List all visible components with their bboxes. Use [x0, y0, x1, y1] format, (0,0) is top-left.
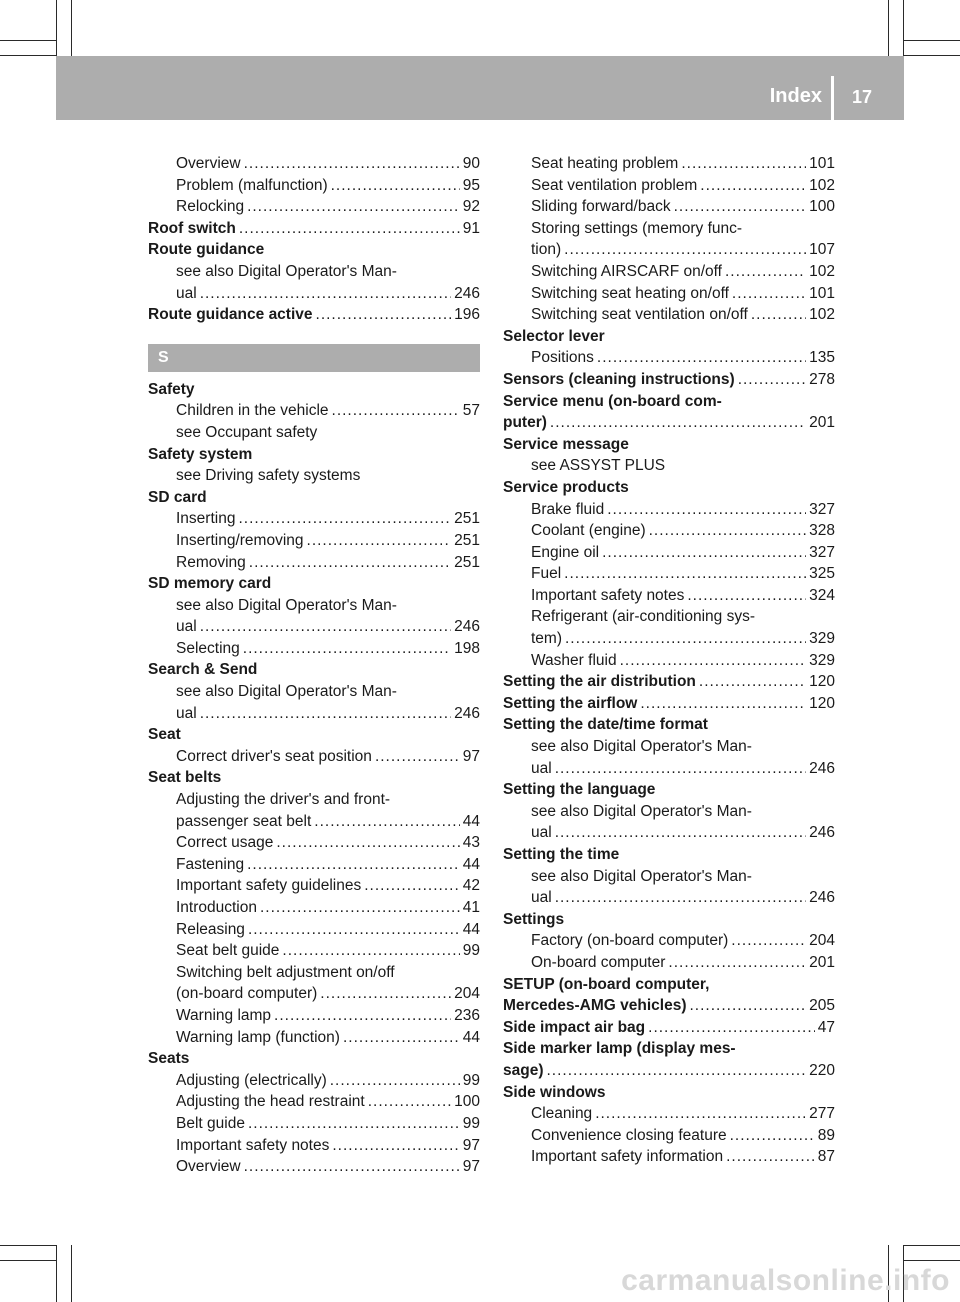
page-reference: 92 [462, 198, 480, 216]
index-subentry [503, 758, 835, 780]
index-subentry-text: Refrigerant (air-conditioning sys- [531, 608, 755, 626]
entry-label: Inserting/removing [176, 531, 304, 549]
index-subentry-text: see ASSYST PLUS [531, 457, 666, 475]
index-heading: SETUP (on-board computer, [503, 975, 710, 993]
page-reference: 99 [462, 1071, 480, 1089]
index-heading: Service menu (on-board com- [503, 392, 722, 410]
page-reference: 329 [809, 651, 835, 669]
index-subentry [148, 530, 480, 552]
index-entry [503, 693, 835, 715]
page-reference: 196 [454, 306, 480, 324]
index-heading: SD card [148, 488, 207, 506]
leader-dots [738, 369, 806, 391]
index-list-s [148, 379, 480, 1178]
page-reference: 204 [809, 932, 835, 950]
index-entry [503, 412, 835, 434]
leader-dots [375, 746, 460, 768]
entry-label: Engine oil [531, 543, 600, 561]
index-subentry [148, 400, 480, 422]
page-reference: 42 [462, 877, 480, 895]
page-reference: 201 [809, 953, 835, 971]
entry-label: Switching seat ventilation on/off [531, 306, 748, 324]
leader-dots [238, 508, 451, 530]
page-reference: 107 [809, 241, 835, 259]
index-subentry [503, 822, 835, 844]
entry-label: Relocking [176, 198, 245, 216]
page-reference: 246 [809, 759, 835, 777]
entry-label: Correct usage [176, 834, 274, 852]
leader-dots [249, 552, 451, 574]
page-reference: 324 [809, 586, 835, 604]
index-subentry-text: see also Digital Operator's Man- [176, 683, 397, 701]
index-subentry [148, 616, 480, 638]
leader-dots [282, 940, 459, 962]
leader-dots [620, 650, 807, 672]
entry-label: sage) [503, 1061, 544, 1079]
entry-label: Removing [176, 553, 246, 571]
leader-dots [243, 638, 451, 660]
leader-dots [674, 196, 807, 218]
index-heading: Service message [503, 435, 629, 453]
index-subentry [148, 1135, 480, 1157]
index-subentry [148, 832, 480, 854]
index-entry [503, 1017, 835, 1039]
index-heading: Setting the time [503, 846, 620, 863]
entry-label: ual [531, 759, 552, 777]
page-reference: 246 [809, 889, 835, 907]
index-subentry [148, 1156, 480, 1178]
index-subentry [148, 983, 480, 1005]
leader-dots [726, 1146, 815, 1168]
leader-dots [725, 261, 806, 283]
leader-dots [248, 1113, 460, 1135]
leader-dots [331, 175, 460, 197]
index-subentry [148, 919, 480, 941]
page-reference: 102 [809, 176, 835, 194]
entry-label: Children in the vehicle [176, 402, 329, 420]
crop-mark [56, 1245, 57, 1302]
entry-label: Route guidance active [148, 306, 313, 324]
entry-label: Introduction [176, 899, 257, 916]
entry-label: Belt guide [176, 1114, 245, 1132]
index-subentry [503, 347, 835, 369]
leader-dots [368, 1091, 451, 1113]
index-subentry-text: Adjusting the driver's and front- [176, 791, 391, 809]
index-subentry [148, 1113, 480, 1135]
page-reference: 100 [809, 198, 835, 216]
entry-label: Releasing [176, 920, 245, 938]
page-reference: 44 [462, 855, 480, 873]
leader-dots [274, 1005, 451, 1027]
leader-dots [343, 1027, 460, 1049]
index-subentry [503, 196, 835, 218]
entry-label: Roof switch [148, 219, 236, 237]
index-subentry-text: Storing settings (memory func- [531, 219, 743, 237]
leader-dots [247, 196, 460, 218]
page-reference: 99 [462, 1114, 480, 1132]
index-subentry-text: see also Digital Operator's Man- [176, 262, 397, 280]
page-reference: 204 [454, 985, 480, 1003]
index-subentry [148, 1005, 480, 1027]
leader-dots [732, 283, 806, 305]
index-subentry-text: see Occupant safety [176, 423, 318, 441]
index-subentry [148, 153, 480, 175]
page-reference: 43 [462, 834, 480, 852]
index-subentry [503, 563, 835, 585]
page-reference: 90 [462, 155, 480, 172]
entry-label: Factory (on-board computer) [531, 932, 729, 950]
leader-dots [332, 400, 460, 422]
leader-dots [200, 703, 451, 725]
section-header-s: S [148, 344, 480, 372]
leader-dots [681, 153, 806, 175]
leader-dots [550, 412, 806, 434]
entry-label: Inserting [176, 510, 236, 528]
leader-dots [595, 1103, 806, 1125]
leader-dots [200, 283, 451, 305]
index-heading: Seats [148, 1050, 190, 1068]
index-subentry-text: see also Digital Operator's Man- [531, 867, 752, 885]
crop-mark [0, 1260, 56, 1261]
leader-dots [565, 628, 806, 650]
entry-label: Fuel [531, 565, 562, 583]
index-heading: Selector lever [503, 327, 605, 345]
crop-mark [904, 1245, 960, 1246]
page-reference: 220 [809, 1061, 835, 1079]
page-reference: 101 [809, 284, 835, 302]
index-entry [148, 218, 480, 240]
index-subentry [503, 283, 835, 305]
page-reference: 44 [462, 812, 480, 830]
page-reference: 99 [462, 942, 480, 960]
page-reference: 198 [454, 639, 480, 657]
index-subentry [503, 304, 835, 326]
leader-dots [649, 520, 807, 542]
index-subentry [503, 239, 835, 261]
index-entry [503, 671, 835, 693]
leader-dots [260, 897, 460, 919]
index-subentry [148, 196, 480, 218]
page-reference: 329 [809, 630, 835, 648]
watermark: carmanualsonline.info [621, 1264, 950, 1297]
index-subentry [148, 1091, 480, 1113]
page-reference: 87 [817, 1148, 835, 1166]
page-reference: 246 [454, 284, 480, 302]
index-subentry [148, 854, 480, 876]
page-reference: 246 [454, 704, 480, 722]
entry-label: Mercedes-AMG vehicles) [503, 997, 687, 1015]
index-list-right [503, 153, 835, 1168]
entry-label: Warning lamp (function) [176, 1028, 340, 1046]
index-entry [503, 1060, 835, 1082]
entry-label: Convenience closing feature [531, 1126, 727, 1144]
leader-dots [332, 1135, 459, 1157]
index-subentry [148, 508, 480, 530]
leader-dots [687, 585, 806, 607]
index-heading: Side windows [503, 1083, 606, 1101]
index-entry [148, 304, 480, 326]
index-entry [503, 369, 835, 391]
index-subentry [503, 153, 835, 175]
leader-dots [244, 153, 460, 175]
page-reference: 135 [809, 349, 835, 367]
index-subentry [503, 520, 835, 542]
index-subentry [148, 703, 480, 725]
leader-dots [690, 995, 807, 1017]
header-divider [831, 76, 834, 120]
page-reference: 101 [809, 155, 835, 172]
leader-dots [555, 758, 806, 780]
entry-label: Seat heating problem [531, 155, 679, 172]
page-reference: 57 [462, 402, 480, 420]
page-reference: 327 [809, 500, 835, 518]
entry-label: Important safety notes [531, 586, 685, 604]
leader-dots [597, 347, 806, 369]
leader-dots [648, 1017, 815, 1039]
index-heading: Safety [148, 380, 195, 398]
crop-mark [904, 40, 960, 41]
index-subentry [503, 887, 835, 909]
index-subentry [503, 650, 835, 672]
entry-label: Fastening [176, 855, 245, 873]
index-subentry [148, 875, 480, 897]
entry-label: Important safety guidelines [176, 877, 362, 895]
index-heading: SD memory card [148, 575, 272, 593]
entry-label: Correct driver's seat position [176, 747, 372, 765]
crop-mark [0, 55, 56, 56]
entry-label: Problem (malfunction) [176, 176, 328, 194]
entry-label: Adjusting the head restraint [176, 1093, 365, 1111]
entry-label: puter) [503, 414, 547, 432]
page-reference: 97 [462, 1158, 480, 1176]
leader-dots [751, 304, 806, 326]
index-subentry [503, 499, 835, 521]
index-subentry-text: see also Digital Operator's Man- [176, 596, 397, 614]
leader-dots [200, 616, 451, 638]
page-reference: 44 [462, 1028, 480, 1046]
leader-dots [564, 239, 806, 261]
entry-label: ual [531, 889, 552, 907]
page-reference: 89 [817, 1126, 835, 1144]
index-heading: Setting the language [503, 781, 656, 799]
leader-dots [330, 1070, 460, 1092]
leader-dots [602, 542, 806, 564]
entry-label: ual [176, 618, 197, 636]
index-subentry [148, 1070, 480, 1092]
entry-label: Warning lamp [176, 1006, 272, 1024]
index-heading: Seat belts [148, 769, 222, 787]
page-reference: 100 [454, 1093, 480, 1111]
entry-label: Adjusting (electrically) [176, 1071, 327, 1089]
index-subentry [148, 811, 480, 833]
page-reference: 120 [809, 673, 835, 691]
index-heading: Settings [503, 910, 565, 928]
index-heading: Seat [148, 726, 181, 744]
index-heading: Safety system [148, 445, 253, 463]
page-number: 17 [851, 87, 872, 107]
entry-label: Side impact air bag [503, 1018, 646, 1036]
entry-label: ual [531, 824, 552, 842]
index-subentry [148, 746, 480, 768]
page-reference: 120 [809, 694, 835, 712]
page-reference: 97 [462, 747, 480, 765]
index-subentry [503, 1146, 835, 1168]
page-header [56, 56, 904, 120]
crop-mark [0, 1245, 56, 1246]
entry-label: (on-board computer) [176, 985, 318, 1003]
page-reference: 102 [809, 306, 835, 324]
leader-dots [699, 671, 806, 693]
leader-dots [239, 218, 460, 240]
entry-label: Switching AIRSCARF on/off [531, 262, 722, 280]
crop-mark [0, 40, 56, 41]
page-reference: 41 [462, 899, 480, 916]
entry-label: Seat ventilation problem [531, 176, 698, 194]
page-reference: 277 [809, 1105, 835, 1123]
index-subentry-text: Switching belt adjustment on/off [176, 963, 395, 981]
crop-mark [903, 0, 904, 56]
entry-label: tem) [531, 630, 562, 648]
leader-dots [731, 930, 806, 952]
leader-dots [555, 887, 806, 909]
leader-dots [547, 1060, 807, 1082]
entry-label: Setting the airflow [503, 694, 638, 712]
index-column-left [148, 153, 480, 1178]
entry-label: Positions [531, 349, 594, 367]
index-subentry [148, 1027, 480, 1049]
leader-dots [244, 1156, 460, 1178]
entry-label: Important safety information [531, 1148, 724, 1166]
index-heading: Search & Send [148, 661, 258, 679]
page-reference: 91 [462, 219, 480, 237]
leader-dots [555, 822, 806, 844]
index-subentry [148, 283, 480, 305]
leader-dots [276, 832, 459, 854]
crop-mark [71, 1245, 72, 1302]
entry-label: tion) [531, 241, 562, 259]
entry-label: Setting the air distribution [503, 673, 696, 691]
page-reference: 327 [809, 543, 835, 561]
index-subentry [148, 175, 480, 197]
index-subentry [148, 897, 480, 919]
page-reference: 97 [462, 1136, 480, 1154]
entry-label: Important safety notes [176, 1136, 330, 1154]
index-subentry [503, 1103, 835, 1125]
entry-label: ual [176, 704, 197, 722]
leader-dots [640, 693, 806, 715]
page-reference: 236 [454, 1006, 480, 1024]
entry-label: Sliding forward/back [531, 198, 671, 216]
leader-dots [730, 1125, 815, 1147]
index-subentry [148, 638, 480, 660]
page-reference: 246 [809, 824, 835, 842]
crop-mark [904, 55, 960, 56]
leader-dots [247, 854, 460, 876]
index-entry [503, 995, 835, 1017]
leader-dots [364, 875, 460, 897]
entry-label: Seat belt guide [176, 942, 280, 960]
entry-label: Switching seat heating on/off [531, 284, 729, 302]
index-subentry [503, 585, 835, 607]
leader-dots [564, 563, 806, 585]
page-reference: 328 [809, 522, 835, 540]
entry-label: Selecting [176, 639, 240, 657]
index-column-right [503, 153, 835, 1168]
entry-label: Overview [176, 1158, 241, 1176]
page-reference: 102 [809, 262, 835, 280]
index-subentry [148, 940, 480, 962]
crop-mark [56, 0, 57, 56]
index-subentry-text: see also Digital Operator's Man- [531, 802, 752, 820]
leader-dots [307, 530, 452, 552]
leader-dots [700, 175, 806, 197]
entry-label: Brake fluid [531, 500, 605, 518]
entry-label: Coolant (engine) [531, 522, 646, 540]
page-reference: 325 [809, 565, 835, 583]
index-heading: Route guidance [148, 241, 265, 259]
entry-label: Overview [176, 155, 241, 172]
index-list-top [148, 153, 480, 326]
index-subentry [503, 930, 835, 952]
index-subentry [148, 552, 480, 574]
index-subentry [503, 952, 835, 974]
index-subentry [503, 175, 835, 197]
index-subentry-text: see also Digital Operator's Man- [531, 738, 752, 756]
page-reference: 251 [454, 510, 480, 528]
entry-label: On-board computer [531, 953, 666, 971]
leader-dots [248, 919, 460, 941]
crop-mark [71, 0, 72, 56]
leader-dots [668, 952, 806, 974]
crop-mark [904, 1260, 960, 1261]
index-heading: Service products [503, 478, 629, 496]
index-heading: Side marker lamp (display mes- [503, 1040, 736, 1058]
page-reference: 246 [454, 618, 480, 636]
leader-dots [607, 499, 806, 521]
crop-mark [888, 0, 889, 56]
entry-label: ual [176, 284, 197, 302]
entry-label: passenger seat belt [176, 812, 312, 830]
index-subentry [503, 1125, 835, 1147]
page-reference: 251 [454, 531, 480, 549]
page-reference: 44 [462, 920, 480, 938]
index-heading: Setting the date/time format [503, 716, 708, 734]
index-subentry [503, 628, 835, 650]
page-reference: 95 [462, 176, 480, 194]
page-reference: 47 [817, 1018, 835, 1036]
page-reference: 251 [454, 553, 480, 571]
page-reference: 201 [809, 414, 835, 432]
entry-label: Sensors (cleaning instructions) [503, 370, 735, 388]
index-subentry-text: see Driving safety systems [176, 467, 361, 485]
page-reference: 205 [809, 997, 835, 1015]
entry-label: Cleaning [531, 1105, 593, 1123]
entry-label: Washer fluid [531, 651, 617, 669]
index-subentry [503, 261, 835, 283]
page-reference: 278 [809, 370, 835, 388]
leader-dots [320, 983, 451, 1005]
index-subentry [503, 542, 835, 564]
page-title: Index [769, 85, 822, 107]
leader-dots [316, 304, 452, 326]
leader-dots [314, 811, 459, 833]
